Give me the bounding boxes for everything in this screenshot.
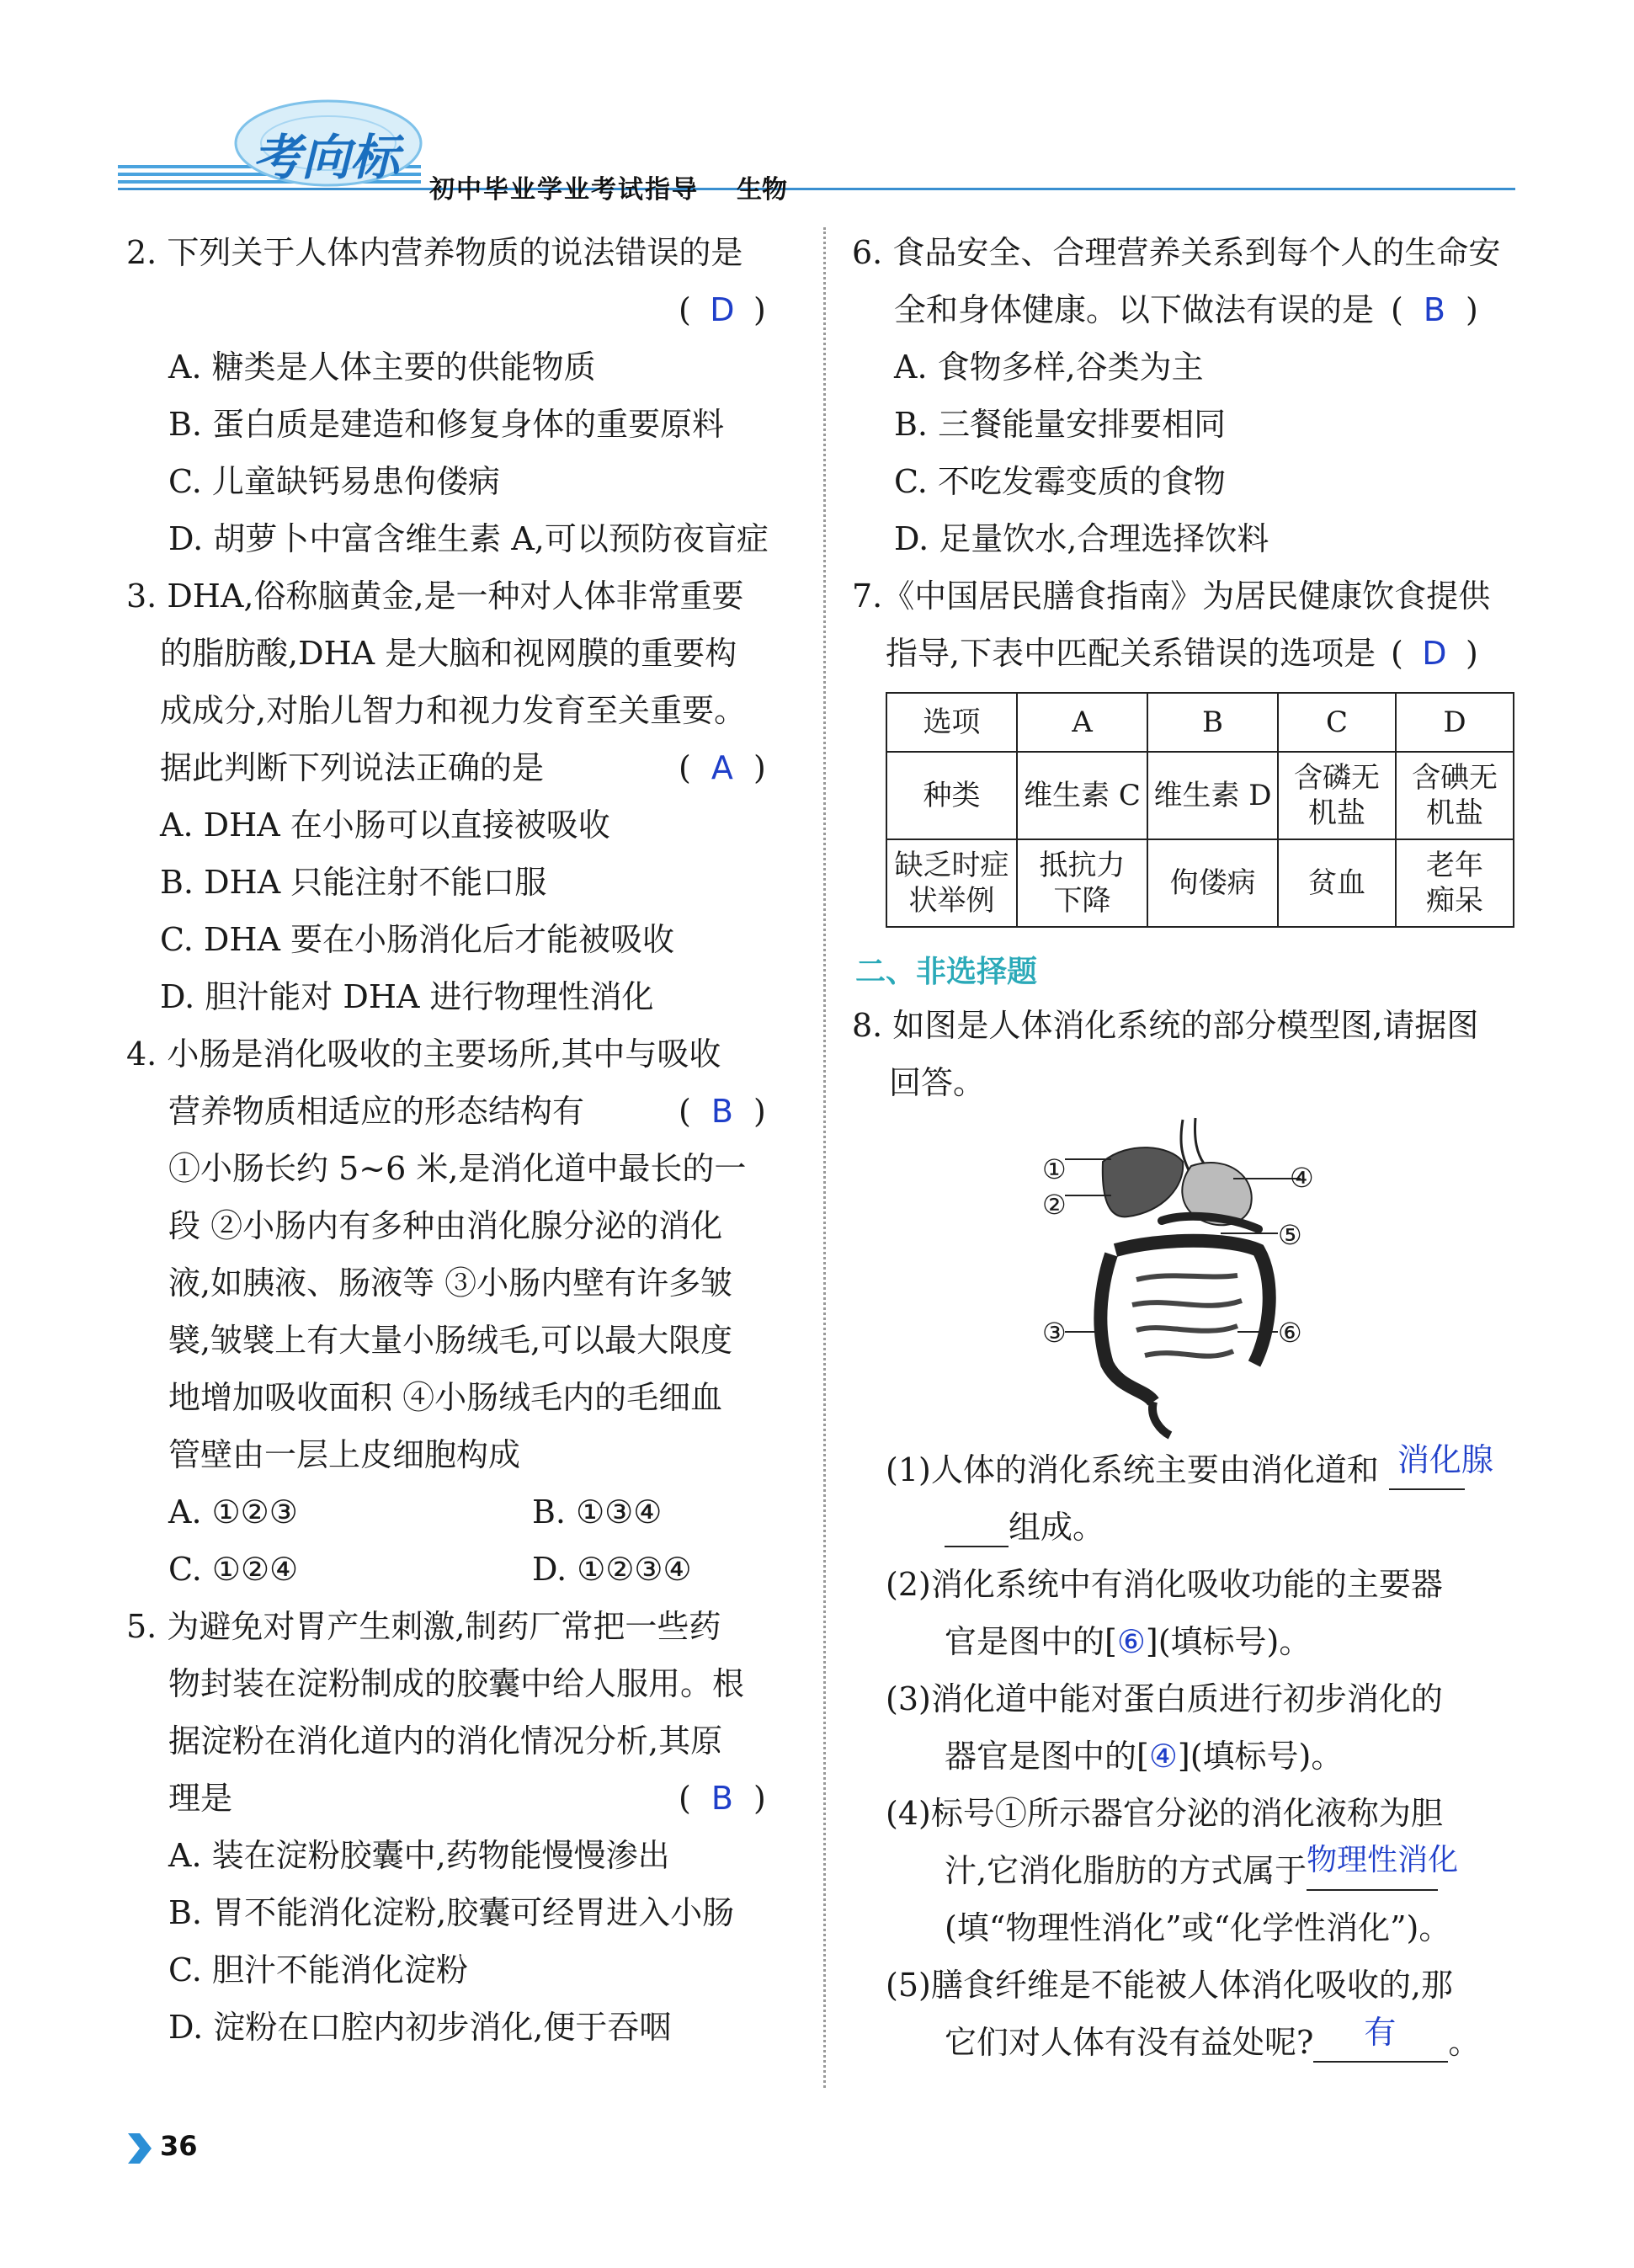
q3-option-c: C. DHA 要在小肠消化后才能被吸收 [160, 921, 675, 958]
figure-label-1: ① [1042, 1153, 1067, 1185]
nutrition-table [886, 692, 1514, 928]
figure-label-3: ③ [1042, 1317, 1067, 1349]
q8-sub3-post: ](填标号)。 [1177, 1738, 1344, 1775]
logo-text: 考向标 [253, 129, 400, 186]
q2-option-b: B. 蛋白质是建造和修复身体的重要原料 [168, 406, 725, 443]
q8-sub4-line-1: (4)标号①所示器官分泌的消化液称为胆 [886, 1795, 1443, 1832]
table-row [886, 839, 1514, 927]
q8-sub1-line-1 [886, 1441, 1493, 1490]
q8-line-2: 回答。 [889, 1064, 986, 1101]
q5-answer: B [711, 1780, 733, 1817]
q7-line-1: 7.《中国居民膳食指南》为居民健康饮食提供 [852, 578, 1491, 615]
q8-sub4-text: 汁,它消化脂肪的方式属于 [945, 1852, 1307, 1889]
figure-label-2: ② [1042, 1189, 1067, 1221]
q2-option-c: C. 儿童缺钙易患佝偻病 [168, 463, 500, 500]
table-cell: 缺乏时症 状举例 [886, 839, 1017, 927]
table-cell: 佝偻病 [1147, 839, 1278, 927]
q2-option-a: A. 糖类是人体主要的供能物质 [168, 349, 596, 386]
q2-stem: 2. 下列关于人体内营养物质的说法错误的是 [126, 234, 743, 271]
table-cell: 贫血 [1278, 839, 1396, 927]
q2-option-d: D. 胡萝卜中富含维生素 A,可以预防夜盲症 [168, 520, 769, 557]
series-title: 初中毕业学业考试指导 [429, 175, 699, 205]
q4-line-3: ①小肠长约 5~6 米,是消化道中最长的一 [168, 1150, 747, 1187]
q6-option-c: C. 不吃发霉变质的食物 [894, 463, 1226, 500]
q3-line-1: 3. DHA,俗称脑黄金,是一种对人体非常重要 [126, 578, 744, 615]
q2-answer-bracket: ( D ) [679, 291, 766, 328]
q5-option-a: A. 装在淀粉胶囊中,药物能慢慢渗出 [168, 1837, 670, 1874]
figure-label-4: ④ [1290, 1162, 1314, 1194]
q3-answer: A [711, 749, 733, 786]
table-cell: 维生素 D [1147, 752, 1278, 839]
table-cell: 种类 [886, 752, 1017, 839]
q8-sub5-blank [1313, 2014, 1448, 2063]
q8-sub1-text: (1)人体的消化系统主要由消化道和 [886, 1451, 1379, 1488]
table-cell: B [1147, 693, 1278, 752]
q3-line-3: 成成分,对胎儿智力和视力发育至关重要。 [160, 692, 747, 729]
q4-option-d: D. ①②③④ [532, 1551, 692, 1588]
q8-sub2-line-2 [945, 1621, 1311, 1662]
q8-sub3-pre: 器官是图中的[ [945, 1738, 1149, 1775]
q4-line-7: 地增加吸收面积 ④小肠绒毛内的毛细血 [168, 1379, 723, 1416]
digestive-system-figure [1035, 1111, 1339, 1440]
q2-answer: D [710, 291, 735, 328]
table-cell: 老年 痴呆 [1396, 839, 1514, 927]
q4-line-8: 管壁由一层上皮细胞构成 [168, 1436, 521, 1473]
q4-line-5: 液,如胰液、肠液等 ③小肠内壁有许多皱 [168, 1264, 733, 1302]
q6-line-1: 6. 食品安全、合理营养关系到每个人的生命安 [852, 234, 1501, 271]
q8-sub5-text: 它们对人体有没有益处呢? [945, 2024, 1314, 2061]
q8-line-1: 8. 如图是人体消化系统的部分模型图,请据图 [852, 1007, 1479, 1044]
table-cell: 选项 [886, 693, 1017, 752]
q6-answer: B [1423, 291, 1445, 328]
q8-sub1-answer: 消化腺 [1397, 1441, 1493, 1478]
q8-sub5-line-2 [945, 2014, 1481, 2063]
figure-label-6: ⑥ [1278, 1317, 1302, 1349]
q8-sub4-line-3: (填“物理性消化”或“化学性消化”)。 [945, 1909, 1451, 1946]
q8-sub2-answer: ⑥ [1116, 1623, 1146, 1660]
q8-sub4-answer: 物理性消化 [1307, 1843, 1459, 1877]
q5-line-1: 5. 为避免对胃产生刺激,制药厂常把一些药 [126, 1608, 721, 1645]
table-cell: D [1396, 693, 1514, 752]
section-title: 二、非选择题 [855, 955, 1038, 989]
q8-sub3-answer: ④ [1148, 1738, 1178, 1775]
table-row [886, 752, 1514, 839]
table-cell: 维生素 C [1017, 752, 1147, 839]
q8-sub1-line-2 [945, 1507, 1104, 1547]
q6-line-2: 全和身体健康。以下做法有误的是 [894, 291, 1375, 328]
q8-sub1-blank-tail [945, 1509, 1009, 1547]
q7-answer: D [1422, 635, 1447, 672]
q5-line-3: 据淀粉在消化道内的消化情况分析,其原 [168, 1722, 723, 1760]
q7-line-2: 指导,下表中匹配关系错误的选项是 [886, 635, 1376, 672]
q4-line-1: 4. 小肠是消化吸收的主要场所,其中与吸收 [126, 1036, 721, 1073]
q4-line-4: 段 ②小肠内有多种由消化腺分泌的消化 [168, 1207, 723, 1244]
q4-answer: B [711, 1093, 733, 1130]
q8-sub1-blank [1389, 1441, 1493, 1490]
q8-sub5-line-1: (5)膳食纤维是不能被人体消化吸收的,那 [886, 1967, 1453, 2004]
q5-line-4: 理是 [168, 1780, 233, 1817]
q8-sub5-answer: 有 [1364, 2014, 1397, 2051]
page-arrow-icon [128, 2133, 153, 2164]
q6-option-d: D. 足量饮水,合理选择饮料 [894, 520, 1269, 557]
q4-answer-bracket: ( B ) [679, 1093, 766, 1130]
q5-line-2: 物封装在淀粉制成的胶囊中给人服用。根 [168, 1665, 745, 1702]
q8-sub2-line-1: (2)消化系统中有消化吸收功能的主要器 [886, 1566, 1443, 1603]
q5-answer-bracket: ( B ) [679, 1780, 766, 1817]
q8-sub2-post: ](填标号)。 [1145, 1623, 1312, 1660]
q5-option-d: D. 淀粉在口腔内初步消化,便于吞咽 [168, 2009, 672, 2046]
subject-label: 生物 [737, 175, 787, 205]
q8-sub1-end: 组成。 [1009, 1509, 1105, 1546]
q6-answer-bracket: ( B ) [1391, 291, 1478, 328]
table-cell: 含碘无 机盐 [1396, 752, 1514, 839]
q8-sub3-line-1: (3)消化道中能对蛋白质进行初步消化的 [886, 1680, 1443, 1717]
q3-option-d: D. 胆汁能对 DHA 进行物理性消化 [160, 978, 654, 1015]
q3-option-b: B. DHA 只能注射不能口服 [160, 864, 547, 901]
q5-option-b: B. 胃不能消化淀粉,胶囊可经胃进入小肠 [168, 1894, 735, 1931]
table-cell: C [1278, 693, 1396, 752]
q8-sub2-pre: 官是图中的[ [945, 1623, 1117, 1660]
q8-sub3-line-2 [945, 1736, 1343, 1776]
q7-answer-bracket: ( D ) [1391, 635, 1478, 672]
page-number: 36 [160, 2130, 198, 2162]
q8-sub4-blank [1307, 1843, 1459, 1891]
q4-option-c: C. ①②④ [168, 1551, 299, 1588]
table-cell: 抵抗力 下降 [1017, 839, 1147, 927]
table-cell: A [1017, 693, 1147, 752]
q6-option-b: B. 三餐能量安排要相同 [894, 406, 1227, 443]
table-row [886, 693, 1514, 752]
q4-line-2: 营养物质相适应的形态结构有 [168, 1093, 585, 1130]
q4-line-6: 襞,皱襞上有大量小肠绒毛,可以最大限度 [168, 1322, 733, 1359]
q4-option-a: A. ①②③ [168, 1493, 298, 1531]
q4-option-b: B. ①③④ [532, 1493, 663, 1531]
q3-answer-bracket: ( A ) [679, 749, 766, 786]
q8-sub5-end: 。 [1448, 2024, 1481, 2061]
column-divider [823, 227, 826, 2088]
q3-option-a: A. DHA 在小肠可以直接被吸收 [160, 807, 610, 844]
q3-line-2: 的脂肪酸,DHA 是大脑和视网膜的重要构 [160, 635, 737, 672]
table-cell: 含磷无 机盐 [1278, 752, 1396, 839]
q3-line-4: 据此判断下列说法正确的是 [160, 749, 545, 786]
figure-label-5: ⑤ [1278, 1219, 1302, 1251]
q6-option-a: A. 食物多样,谷类为主 [894, 349, 1204, 386]
q8-sub4-line-2 [945, 1843, 1459, 1891]
q5-option-c: C. 胆汁不能消化淀粉 [168, 1951, 468, 1988]
